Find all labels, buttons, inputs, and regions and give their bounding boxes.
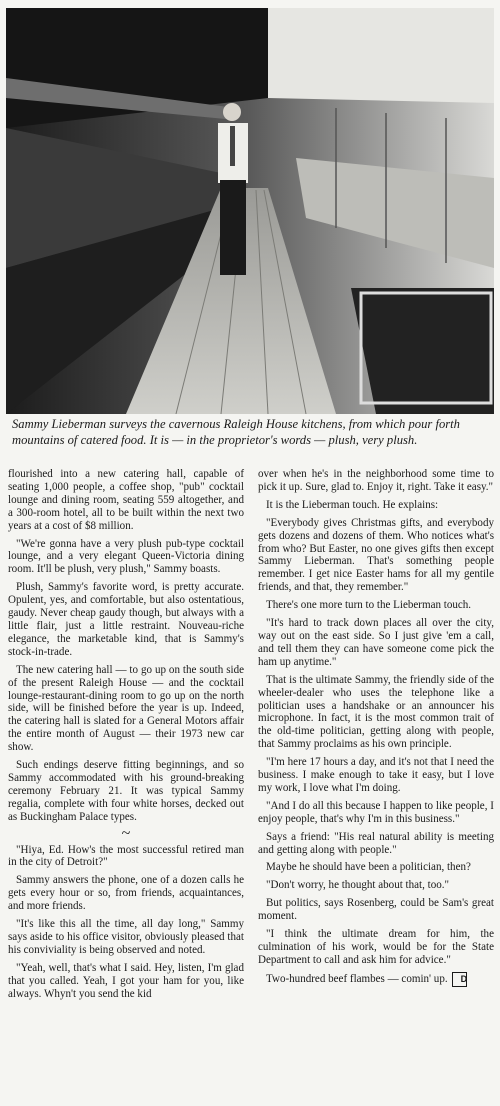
end-of-story-mark: D <box>452 972 467 987</box>
paragraph: "Yeah, well, that's what I said. Hey, listen, I'm glad that you called. Yeah, I got your ham for you, like always. Whyn't you send the kid <box>8 961 244 1000</box>
paragraph: "Everybody gives Christmas gifts, and everybody gets dozens and dozens of them. Who notices what's from who? But Easter, no one gives gifts then except Sammy Lieberman. That's something people remember. I get nice Easter hams for all my gentile friends, and that, they remember." <box>258 516 494 594</box>
paragraph: flourished into a new catering hall, capable of seating 1,000 people, a coffee shop, "pub" cocktail lounge and dining room, seating 559 altogether, and a 300-room hotel, all to be built within the next two years at a cost of $8 million. <box>8 468 244 532</box>
paragraph: Plush, Sammy's favorite word, is pretty accurate. Opulent, yes, and comfortable, but also ostentatious, gaudy. Never cheap gaudy though, but always with a little flair, just a little restraint. Nouveau-riche elegance, the marketable kind, that is Sammy's stock-in-trade. <box>8 581 244 658</box>
paragraph: But politics, says Rosenberg, could be Sam's great moment. <box>258 897 494 923</box>
photo-caption: Sammy Lieberman surveys the cavernous Raleigh House kitchens, from which pour forth mountains of catered food. It is — in the proprietor's words — plush, very plush. <box>12 417 460 447</box>
paragraph: "I think the ultimate dream for him, the culmination of his work, would be for the State Department to call and ask him for advice." <box>258 928 494 966</box>
article-column-left <box>8 468 244 1102</box>
article-column-right <box>258 468 494 1102</box>
section-flourish: ~ <box>121 824 131 842</box>
paragraph: "It's hard to track down places all over the city, way out on the east side. So I just give 'em a call, and tell them they can have someone come pick the ham up anytime." <box>258 617 494 668</box>
paragraph: "It's like this all the time, all day long," Sammy says aside to his office visitor, obviously pleased that his conviviality is being observed and noted. <box>8 918 244 956</box>
paragraph: The new catering hall — to go up on the south side of the present Raleigh House — and the cocktail lounge-restaurant-dining room to go up on the north side, will be finished before the year is up. Indeed, the catering hall is slated for a General Motors affair the entire month of August — their 1973 new car show. <box>8 663 244 754</box>
paragraph: "I'm here 17 hours a day, and it's not that I need the business. I make enough to take it easy, but I love my work, I love what I'm doing. <box>258 756 494 794</box>
paragraph: Sammy answers the phone, one of a dozen calls he gets every hour or so, from friends, acquaintances, and more friends. <box>8 874 244 913</box>
paragraph: "And I do all this because I happen to like people, I enjoy people, that's why I'm in this business." <box>258 799 494 825</box>
paragraph: "Don't worry, he thought about that, too." <box>266 879 450 892</box>
paragraph: "Hiya, Ed. How's the most successful retired man in the city of Detroit?" <box>8 843 244 869</box>
paragraph: Such endings deserve fitting beginnings, and so Sammy accommodated with his ground-breaking ceremony February 21. It was typical Sammy regalia, complete with four white horses, decked out as Buckingham Palace types. <box>8 759 244 823</box>
paragraph: That is the ultimate Sammy, the friendly side of the wheeler-dealer who uses the telephone like a politician uses a handshake or an announcer his microphone. In fact, it is the most common trait of the old-time politician, getting along with people, that Sammy proclaims as his own principle. <box>258 673 494 751</box>
paragraph: There's one more turn to the Lieberman touch. <box>266 599 472 612</box>
final-paragraph-text: Two-hundred beef flambes — comin' up. <box>266 972 448 985</box>
paragraph: "We're gonna have a very plush pub-type cocktail lounge, and a very elegant Queen-Victoria dining room. It'll be plush, very plush," Sammy boasts. <box>8 537 244 576</box>
article-body <box>8 468 494 1102</box>
paragraph: Maybe he should have been a politician, then? <box>266 861 471 874</box>
kitchen-photo <box>6 8 494 414</box>
paragraph: Says a friend: "His real natural ability is meeting and getting along with people." <box>258 830 494 856</box>
kitchen-photo-illustration <box>6 8 494 414</box>
paragraph: over when he's in the neighborhood some time to pick it up. Sure, glad to. Enjoy it, right. Take it easy." <box>258 468 494 493</box>
final-paragraph <box>258 972 494 987</box>
paragraph: It is the Lieberman touch. He explains: <box>266 498 439 511</box>
